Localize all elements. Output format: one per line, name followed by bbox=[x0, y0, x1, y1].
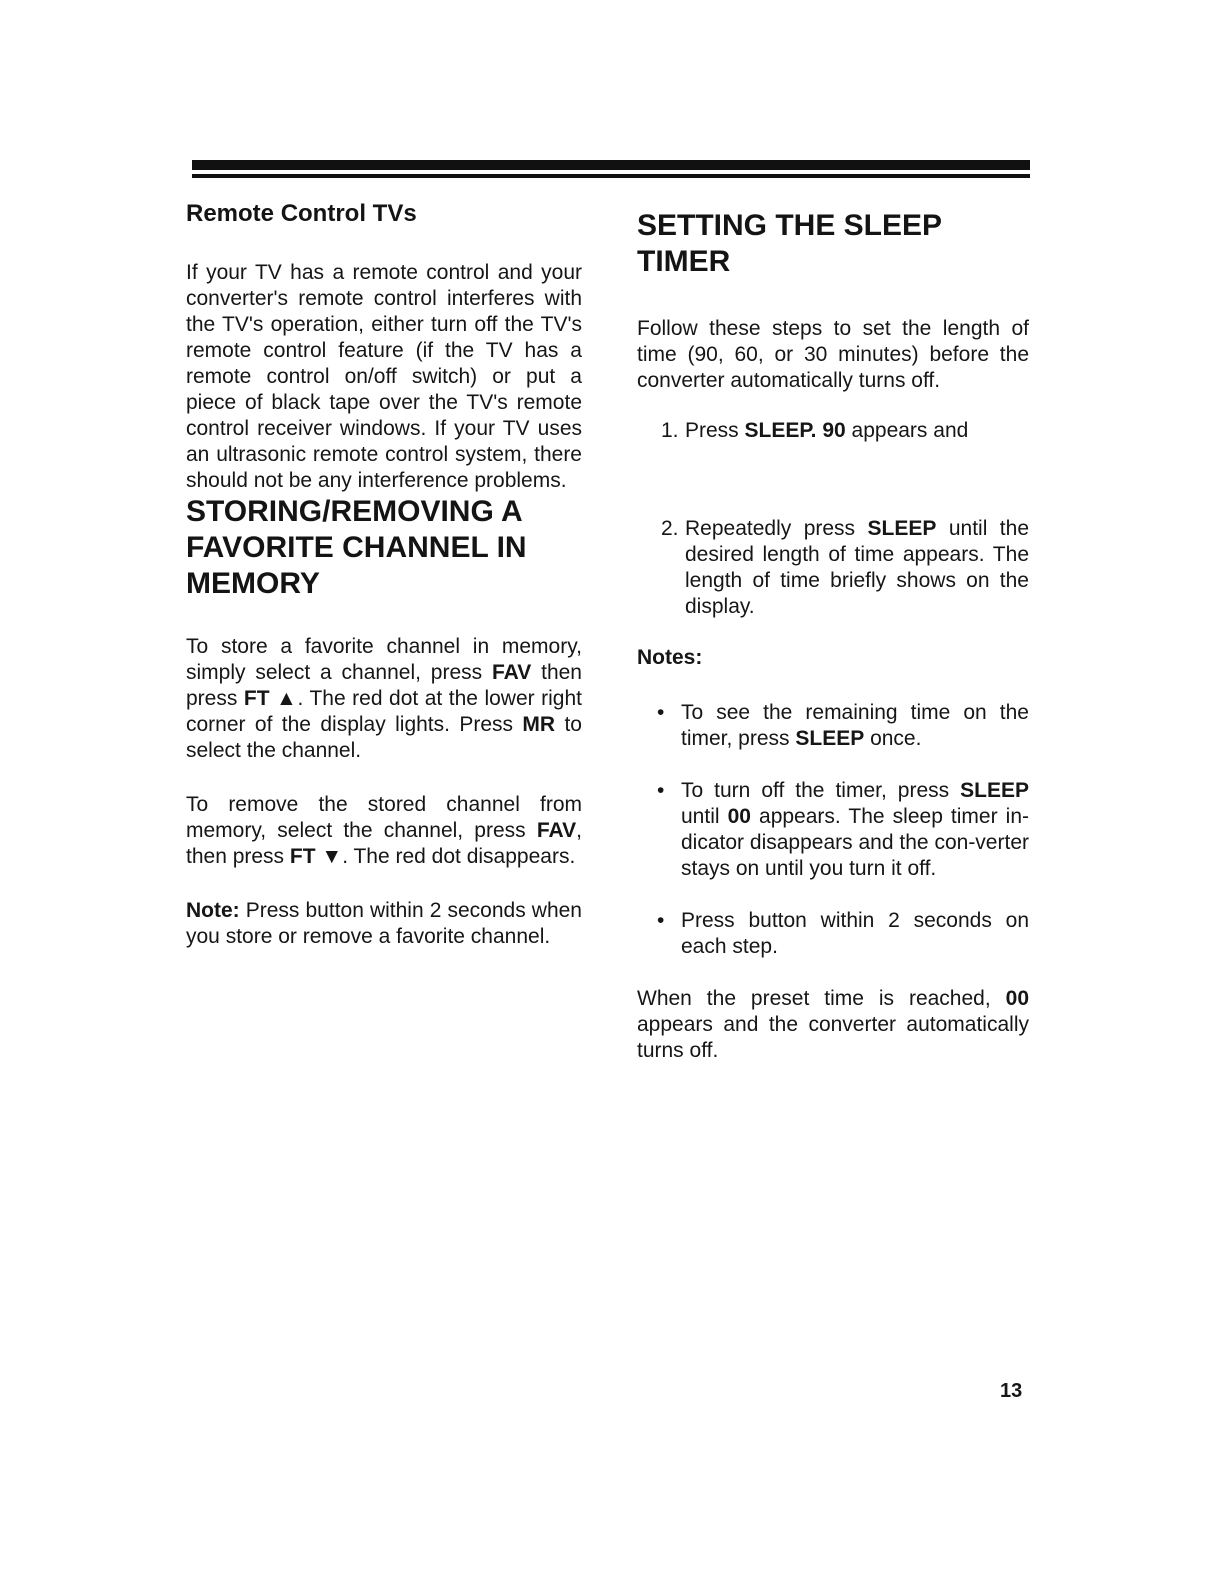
step-number: 2. bbox=[661, 517, 679, 540]
left-column bbox=[186, 200, 582, 950]
sleep-final-paragraph: When the preset time is reached, 00 appears and the converter automatically turns off. bbox=[637, 987, 1029, 1062]
notes-label: Notes: bbox=[637, 646, 703, 669]
note-label: Note: bbox=[186, 899, 240, 922]
favorite-note-paragraph: Note: Press button within 2 seconds when you store or remove a favorite channel. bbox=[186, 899, 582, 948]
sleep-steps-list bbox=[637, 418, 1029, 620]
sleep-note-1: • To see the remaining time on the timer, press SLEEP once. bbox=[657, 701, 1029, 750]
sleep-key-label: SLEEP. 90 bbox=[744, 419, 846, 442]
ft-down-key-label: FT ▼ bbox=[289, 845, 343, 868]
page-number: 13 bbox=[1000, 1380, 1023, 1402]
remote-control-subheading: Remote Control TVs bbox=[186, 200, 417, 227]
sleep-timer-intro: Follow these steps to set the length of time (90, 60, or 30 minutes) before the converter automatically turns off. bbox=[637, 317, 1029, 392]
header-rule-thin bbox=[192, 174, 1030, 178]
step-number: 1. bbox=[661, 419, 679, 442]
header-rule-thick bbox=[192, 160, 1030, 170]
header-rule bbox=[192, 160, 1030, 180]
sleep-notes-list bbox=[637, 700, 1029, 960]
right-column bbox=[637, 208, 1029, 1064]
bullet-icon: • bbox=[657, 909, 665, 932]
sleep-key-label: SLEEP bbox=[795, 727, 865, 750]
bullet-icon: • bbox=[657, 779, 665, 802]
store-favorite-paragraph: To store a favorite channel in memory, simply select a channel, press FAV then press FT ▲. The red dot at the lower right corner of the display lights. Press MR to select the channel. bbox=[186, 635, 582, 762]
zero-zero-label: 00 bbox=[727, 805, 751, 828]
mr-key-label: MR bbox=[522, 713, 556, 736]
fav-key-label: FAV bbox=[491, 661, 532, 684]
ft-up-key-label: FT ▲ bbox=[243, 687, 298, 710]
sleep-step-2: 2. Repeatedly press SLEEP until the desired length of time appears. The length of time briefly shows on the display. bbox=[661, 517, 1030, 618]
remote-control-paragraph: If your TV has a remote control and your converter's remote control interferes with the TV's operation, either turn off the TV's remote control feature (if the TV has a remote control on/off switch) or put a piece of black tape over the TV's remote control receiver windows. If your TV uses an ultrasonic remote control system, there should not be any interference problems. bbox=[186, 261, 582, 492]
sleep-step-1: 1. Press SLEEP. 90 appears and bbox=[661, 419, 969, 442]
bullet-icon: • bbox=[657, 701, 665, 724]
zero-zero-label: 00 bbox=[1005, 987, 1029, 1010]
remove-favorite-paragraph: To remove the stored channel from memory, select the channel, press FAV, then press FT ▼. The red dot disappears. bbox=[186, 793, 582, 868]
fav-key-label: FAV bbox=[536, 819, 577, 842]
sleep-note-2: • To turn off the timer, press SLEEP until 00 appears. The sleep timer in-dicator disappears and the con-verter stays on until you turn it off. bbox=[657, 779, 1029, 880]
sleep-note-3: • Press button within 2 seconds on each step. bbox=[657, 909, 1029, 958]
sleep-timer-heading: SETTING THE SLEEP TIMER bbox=[637, 209, 942, 278]
favorite-channel-heading: STORING/REMOVING A FAVORITE CHANNEL IN MEMORY bbox=[186, 495, 527, 600]
sleep-key-label: SLEEP bbox=[867, 517, 937, 540]
sleep-key-label: SLEEP bbox=[960, 779, 1029, 802]
